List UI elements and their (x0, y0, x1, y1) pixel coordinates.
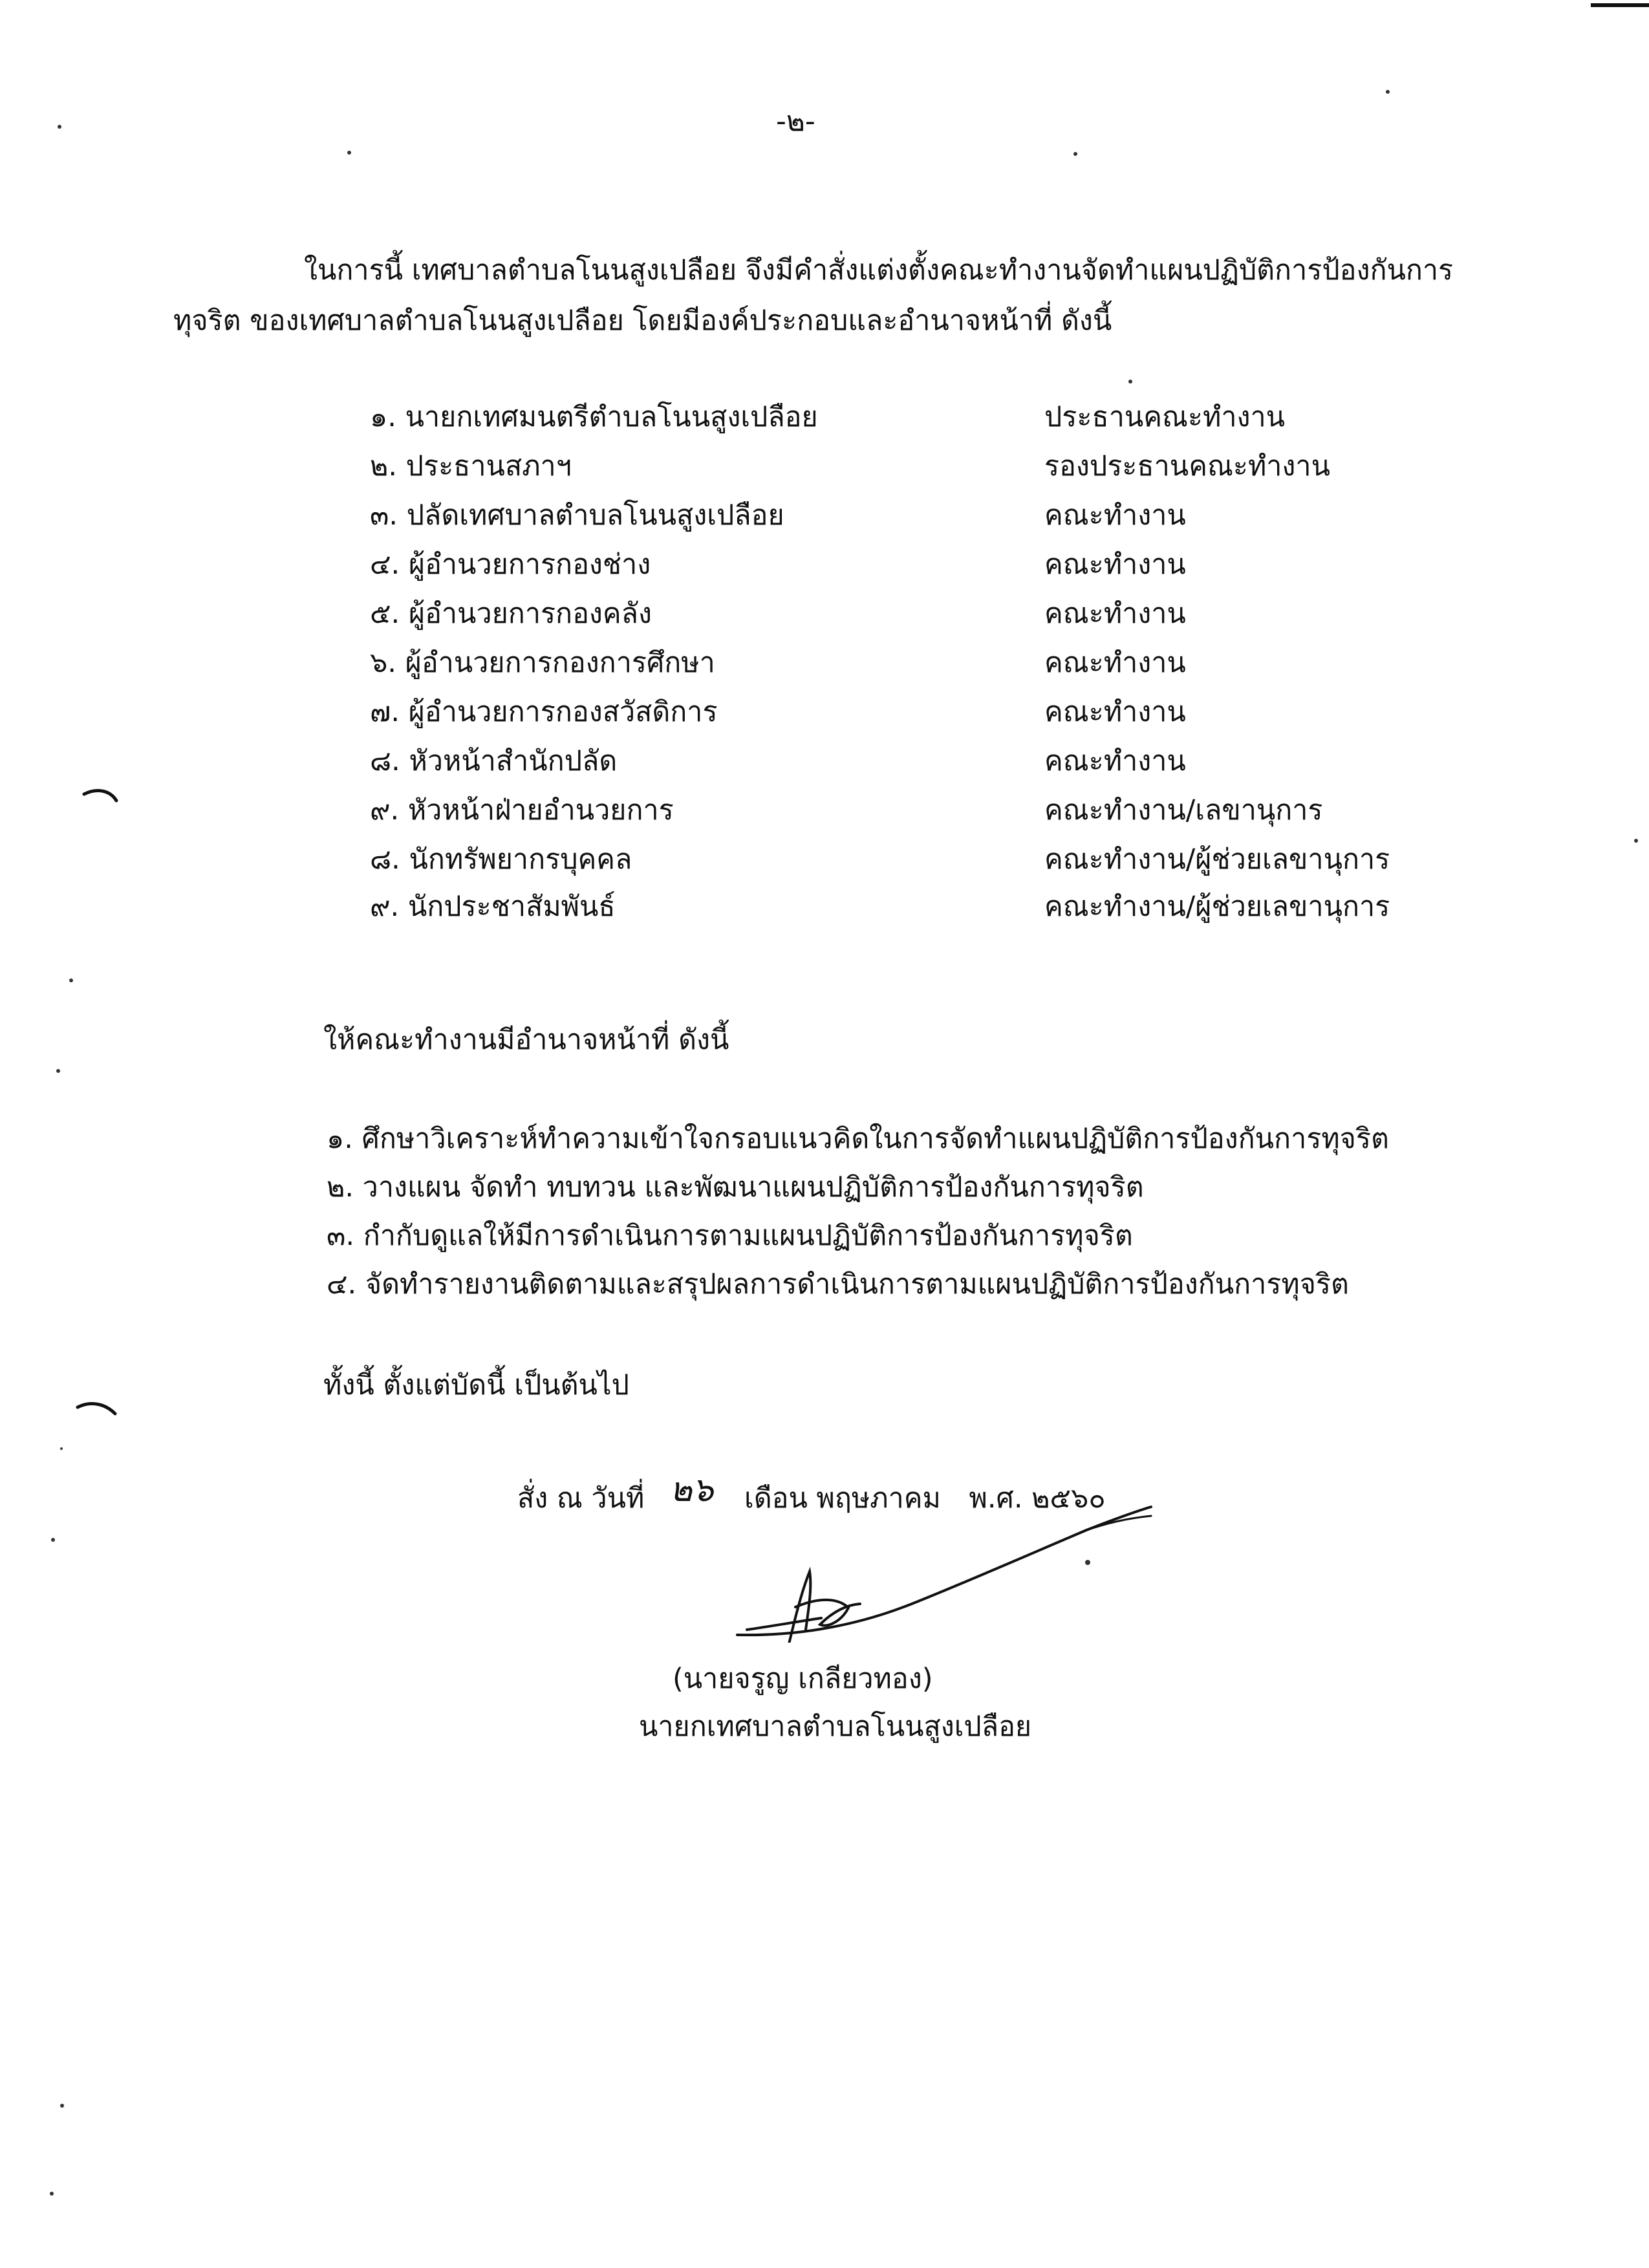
page-number: -๒- (776, 105, 815, 138)
member-role: รองประธานคณะทำงาน (1044, 450, 1330, 482)
member-name: ๙. หัวหน้าฝ่ายอำนวยการ (370, 794, 674, 826)
member-role: คณะทำงาน/ผู้ช่วยเลขานุการ (1044, 843, 1390, 876)
member-name: ๕. ผู้อำนวยการกองคลัง (370, 598, 652, 630)
member-role: คณะทำงาน (1044, 647, 1186, 679)
member-name: ๔. ผู้อำนวยการกองช่าง (370, 548, 651, 581)
duty-item: ๒. วางแผน จัดทำ ทบทวน และพัฒนาแผนปฏิบัติการป้องกันการทุจริต (327, 1171, 1144, 1204)
member-role: คณะทำงาน (1044, 548, 1186, 581)
order-date-year: พ.ศ. ๒๕๖๐ (969, 1482, 1106, 1515)
member-role: คณะทำงาน (1044, 745, 1186, 777)
member-name: ๑. นายกเทศมนตรีตำบลโนนสูงเปลือย (370, 401, 818, 433)
member-name: ๒. ประธานสภาฯ (370, 450, 572, 482)
member-name: ๓. ปลัดเทศบาลตำบลโนนสูงเปลือย (370, 499, 784, 532)
member-role: คณะทำงาน (1044, 499, 1186, 532)
duty-item: ๑. ศึกษาวิเคราะห์ทำความเข้าใจกรอบแนวคิดในการจัดทำแผนปฏิบัติการป้องกันการทุจริต (327, 1123, 1389, 1155)
duties-heading: ให้คณะทำงานมีอำนาจหน้าที่ ดังนี้ (323, 1024, 729, 1056)
intro-paragraph-line-2: ทุจริต ของเทศบาลตำบลโนนสูงเปลือย โดยมีองค์ประกอบและอำนาจหน้าที่ ดังนี้ (173, 305, 1112, 337)
member-role: ประธานคณะทำงาน (1044, 401, 1286, 433)
member-name: ๙. นักประชาสัมพันธ์ (370, 891, 616, 923)
signer-position: นายกเทศบาลตำบลโนนสูงเปลือย (639, 1711, 1032, 1743)
closing-statement: ทั้งนี้ ตั้งแต่บัดนี้ เป็นต้นไป (323, 1369, 629, 1401)
member-role: คณะทำงาน (1044, 696, 1186, 728)
order-date-prefix: สั่ง ณ วันที่ (517, 1482, 645, 1515)
intro-paragraph-line-1: ในการนี้ เทศบาลตำบลโนนสูงเปลือย จึงมีคำสั่งแต่งตั้งคณะทำงานจัดทำแผนปฏิบัติการป้องกันการ (304, 254, 1454, 286)
member-name: ๘. หัวหน้าสำนักปลัด (370, 745, 618, 777)
duty-item: ๔. จัดทำรายงานติดตามและสรุปผลการดำเนินการตามแผนปฏิบัติการป้องกันการทุจริต (327, 1268, 1349, 1301)
handwritten-day: ๒๖ (670, 1471, 714, 1509)
member-role: คณะทำงาน (1044, 598, 1186, 630)
signer-name: (นายจรูญ เกลียวทอง) (673, 1663, 933, 1695)
member-name: ๘. นักทรัพยากรบุคคล (370, 843, 632, 876)
duty-item: ๓. กำกับดูแลให้มีการดำเนินการตามแผนปฏิบัติการป้องกันการทุจริต (327, 1220, 1133, 1252)
member-name: ๖. ผู้อำนวยการกองการศึกษา (370, 647, 715, 679)
member-role: คณะทำงาน/ผู้ช่วยเลขานุการ (1044, 891, 1390, 923)
order-date-month: เดือน พฤษภาคม (744, 1482, 941, 1515)
member-role: คณะทำงาน/เลขานุการ (1044, 794, 1323, 826)
member-name: ๗. ผู้อำนวยการกองสวัสดิการ (370, 696, 718, 728)
